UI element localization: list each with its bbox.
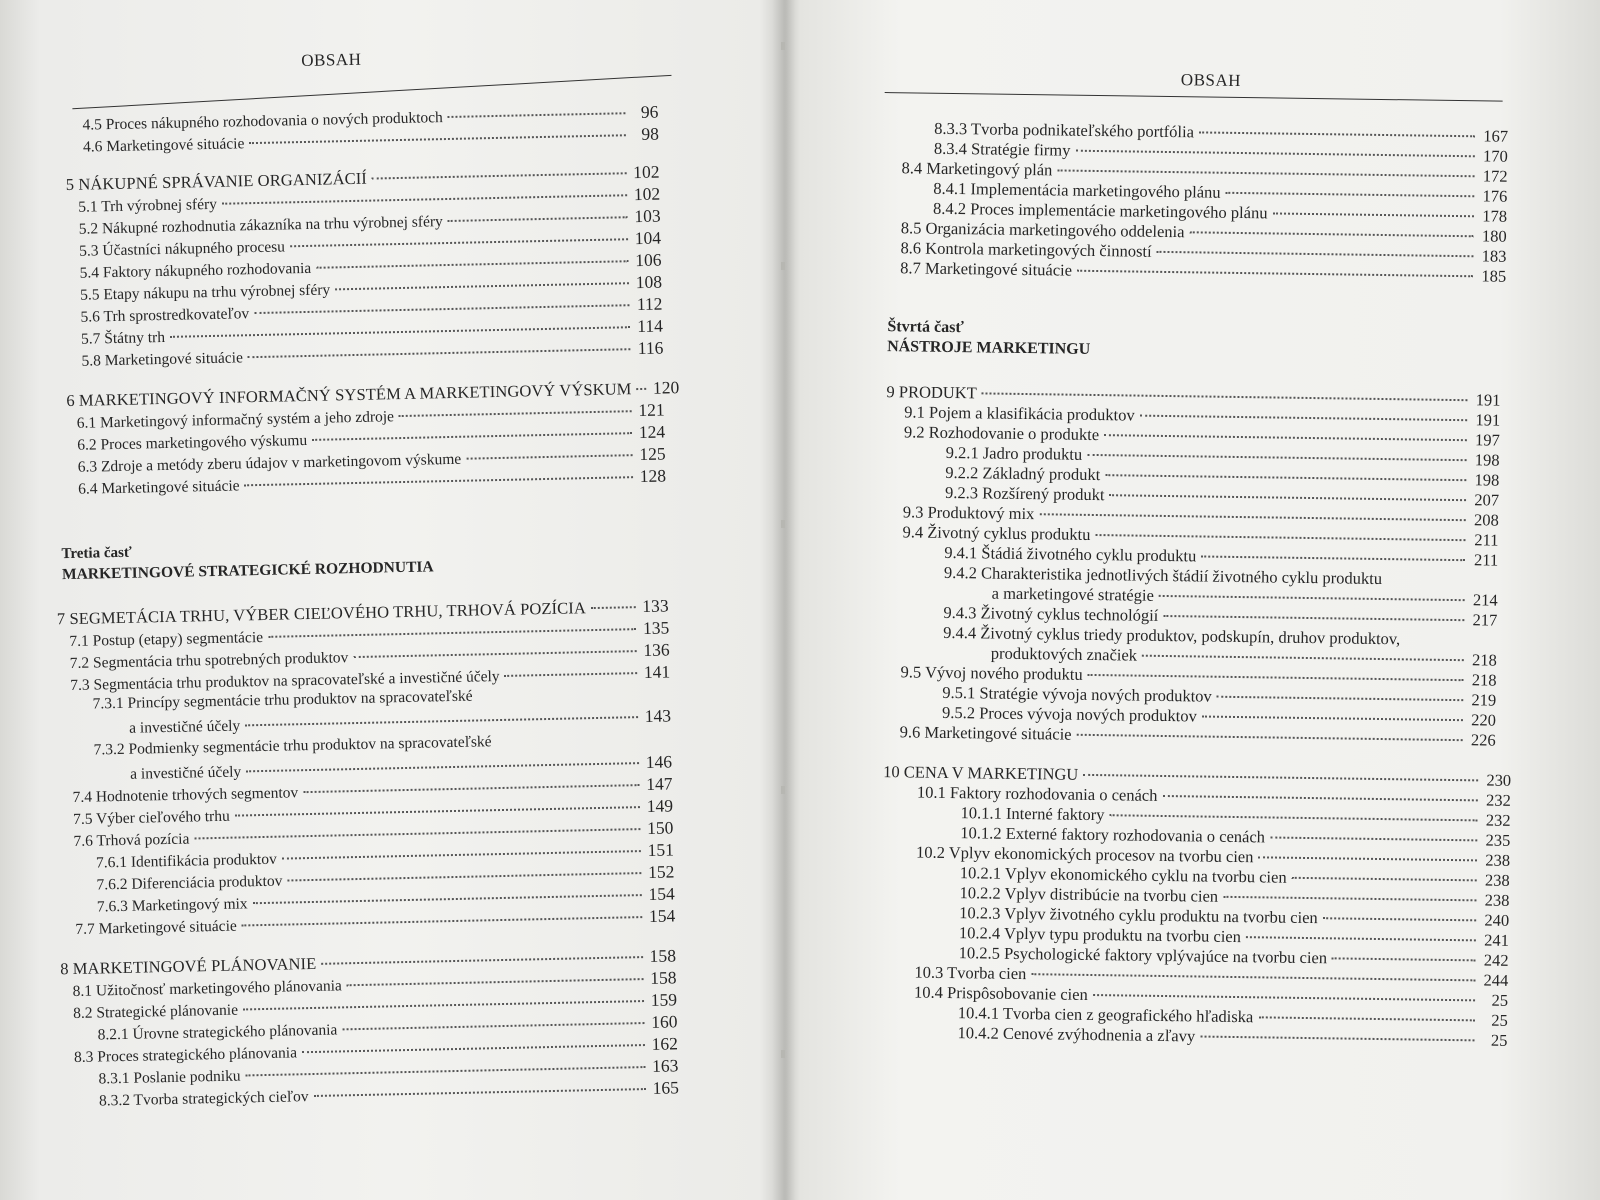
toc-entry: 8.4 Marketingový plán 172 <box>901 158 1508 186</box>
toc-entry: 8.3.2 Tvorba strategických cieľov 165 <box>98 1077 680 1110</box>
toc-entry: 9.2.3 Rozšírený produkt 207 <box>944 482 1500 510</box>
toc-entry: 10.2.4 Vplyv typu produktu na tvorbu cien 241 <box>958 923 1510 950</box>
toc-entry: 7.6.3 Marketingový mix 154 <box>96 883 675 916</box>
toc-entry: 7.7 Marketingové situácie 154 <box>75 905 676 938</box>
toc-entry: 9.6 Marketingové situácie 226 <box>899 722 1496 750</box>
toc-entry: 5.5 Etapy nákupu na trhu výrobnej sféry 108 <box>79 271 663 304</box>
toc-entry: 10.2 Vplyv ekonomických procesov na tvorbu cien 238 <box>915 842 1511 870</box>
toc-entry: 7.2 Segmentácia trhu spotrebných produktov 136 <box>69 639 670 673</box>
toc-chapter: 5 NÁKUPNÉ SPRÁVANIE ORGANIZÁCIÍ 102 <box>65 161 660 194</box>
toc-entry: 9.5 Vývoj nového produktu 218 <box>900 662 1497 690</box>
left-page-content <box>0 0 700 1110</box>
toc-entry: 5.2 Nákupné rozhodnutia zákazníka na trhu výrobnej sféry 103 <box>78 205 661 238</box>
toc-entry: 8.3 Proces strategického plánovania 162 <box>73 1033 679 1067</box>
page-header-title: OBSAH <box>301 49 362 71</box>
toc-entry: 8.6 Kontrola marketingových činností 183 <box>900 238 1507 266</box>
toc-entry: 6.1 Marketingový informačný systém a jeho zdroje 121 <box>76 399 665 432</box>
toc-entry: a investičné účely 146 <box>129 751 673 783</box>
toc-entry: 10.4.1 Tvorba cien z geografického hľadiska 25 <box>957 1003 1508 1030</box>
part-title: NÁSTROJE MARKETINGU <box>887 338 1091 358</box>
toc-entry: 10.1 Faktory rozhodovania o cenách 232 <box>916 782 1511 810</box>
toc-entry: 4.6 Marketingové situácie 98 <box>82 123 660 156</box>
toc-entry: 6.2 Proces marketingového výskumu 124 <box>77 421 666 454</box>
part-label: Tretia časť <box>61 544 132 563</box>
toc-entry: 9.4.3 Životný cyklus technológií 217 <box>943 602 1498 630</box>
toc-entry: 8.7 Marketingové situácie 185 <box>900 258 1507 286</box>
toc-entry: 9.4.1 Štádiá životného cyklu produktu 211 <box>944 542 1499 570</box>
toc-entry: 7.6.1 Identifikácia produktov 151 <box>95 839 675 872</box>
toc-entry: 8.3.3 Tvorba podnikateľského portfólia 167 <box>934 118 1509 146</box>
toc-entry: 9.2 Rozhodovanie o produkte 197 <box>903 422 1501 450</box>
toc-entry: 7.6 Trhová pozícia 150 <box>73 817 674 850</box>
toc-chapter: 9 PRODUKT 191 <box>886 382 1501 410</box>
toc-entry: 9.5.1 Stratégie vývoja nových produktov 219 <box>942 682 1497 710</box>
binding-stitch <box>781 520 785 528</box>
toc-entry: 5.8 Marketingové situácie 116 <box>81 337 664 370</box>
toc-entry: 10.2.1 Vplyv ekonomického cyklu na tvorbu cien 238 <box>959 863 1510 890</box>
toc-entry: 5.7 Štátny trh 114 <box>80 315 664 348</box>
toc-entry: 9.3 Produktový mix 208 <box>902 502 1499 530</box>
toc-entry: 8.1 Užitočnosť marketingového plánovania 158 <box>72 967 677 1001</box>
toc-entry: 8.3.1 Poslanie podniku 163 <box>98 1055 679 1088</box>
toc-entry: 7.1 Postup (etapy) segmentácie 135 <box>69 617 670 651</box>
toc-entry: 9.5.2 Proces vývoja nových produktov 220 <box>941 702 1497 730</box>
right-page-content <box>790 0 1550 1050</box>
toc-entry: 8.4.2 Proces implementácie marketingového plánu 178 <box>932 198 1508 226</box>
toc-entry: 10.4.2 Cenové zvýhodnenia a zľavy 25 <box>957 1023 1508 1050</box>
toc-entry: 6.3 Zdroje a metódy zberu údajov v marketingovom výskume 125 <box>77 443 666 476</box>
toc-entry-line1: 9.4.4 Životný cyklus triedy produktov, podskupín, druhov produktov, <box>943 622 1401 649</box>
toc-entry: produktových značiek 218 <box>990 643 1497 670</box>
right-page <box>790 0 1600 1200</box>
page-header-title: OBSAH <box>1180 70 1242 90</box>
toc-entry: 9.4 Životný cyklus produktu 211 <box>902 522 1499 550</box>
toc-entry: 5.6 Trh sprostredkovateľov 112 <box>80 293 663 326</box>
toc-entry: 7.5 Výber cieľového trhu 149 <box>72 795 674 828</box>
toc-entry: 9.2.2 Základný produkt 198 <box>945 462 1500 490</box>
toc-chapter: 6 MARKETINGOVÝ INFORMAČNÝ SYSTÉM A MARKETINGOVÝ VÝSKUM 120 <box>66 377 680 411</box>
toc-entry: a investičné účely 143 <box>129 705 672 737</box>
toc-entry: 7.4 Hodnotenie trhových segmentov 147 <box>72 773 673 806</box>
toc-entry: 6.4 Marketingové situácie 128 <box>78 465 667 498</box>
binding-stitch <box>781 262 785 270</box>
toc-chapter: 8 MARKETINGOVÉ PLÁNOVANIE 158 <box>60 945 677 979</box>
toc-entry: 10.4 Prispôsobovanie cien 25 <box>913 982 1509 1010</box>
toc-entry-line1: 9.4.2 Charakteristika jednotlivých štádií životného cyklu produktu <box>943 562 1383 589</box>
toc-entry: 10.2.2 Vplyv distribúcie na tvorbu cien 238 <box>959 883 1510 910</box>
binding-stitch <box>781 1050 785 1058</box>
toc-entry: 10.3 Tvorba cien 244 <box>914 962 1509 990</box>
toc-entry: 8.3.4 Stratégie firmy 170 <box>933 138 1508 166</box>
binding-stitch <box>781 42 785 50</box>
toc-entry: 9.2.1 Jadro produktu 198 <box>945 442 1500 470</box>
toc-chapter: 10 CENA V MARKETINGU 230 <box>883 762 1512 790</box>
toc-entry-line1: 7.3.1 Princípy segmentácie trhu produktov na spracovateľské <box>92 687 473 713</box>
toc-entry: 8.4.1 Implementácia marketingového plánu 176 <box>933 178 1508 206</box>
toc-entry: 10.2.3 Vplyv životného cyklu produktu na tvorbu cien 240 <box>959 903 1510 930</box>
header-rule <box>885 92 1503 102</box>
toc-entry: 8.5 Organizácia marketingového oddelenia 180 <box>900 218 1507 246</box>
toc-entry: 7.3 Segmentácia trhu produktov na spracovateľské a investičné účely 141 <box>70 661 671 695</box>
toc-entry: a marketingové stratégie 214 <box>991 583 1498 610</box>
toc-entry: 10.1.1 Interné faktory 232 <box>960 803 1511 830</box>
toc-entry: 7.6.2 Diferenciácia produktov 152 <box>96 861 675 894</box>
part-label: Štvrtá časť <box>887 318 964 337</box>
toc-entry: 5.1 Trh výrobnej sféry 102 <box>78 183 661 216</box>
toc-entry-line1: 7.3.2 Podmienky segmentácie trhu produktov na spracovateľské <box>93 733 492 759</box>
part-title: MARKETINGOVÉ STRATEGICKÉ ROZHODNUTIA <box>61 558 434 584</box>
left-page <box>0 0 786 1200</box>
toc-entry: 8.2.1 Úrovne strategického plánovania 160 <box>97 1011 678 1044</box>
toc-entry: 4.5 Proces nákupného rozhodovania o nových produktoch 96 <box>82 101 659 134</box>
toc-entry: 10.1.2 Externé faktory rozhodovania o cenách 235 <box>960 823 1511 850</box>
toc-entry: 9.1 Pojem a klasifikácia produktov 191 <box>904 402 1501 430</box>
toc-entry: 8.2 Strategické plánovanie 159 <box>72 989 678 1023</box>
toc-chapter: 7 SEGMETÁCIA TRHU, VÝBER CIEĽOVÉHO TRHU, TRHOVÁ POZÍCIA 133 <box>56 595 669 629</box>
toc-entry: 5.3 Účastníci nákupného procesu 104 <box>79 227 662 260</box>
toc-entry: 5.4 Faktory nákupného rozhodovania 106 <box>79 249 662 282</box>
binding-stitch <box>781 786 785 794</box>
toc-entry: 10.2.5 Psychologické faktory vplývajúce na tvorbu cien 242 <box>958 943 1509 970</box>
